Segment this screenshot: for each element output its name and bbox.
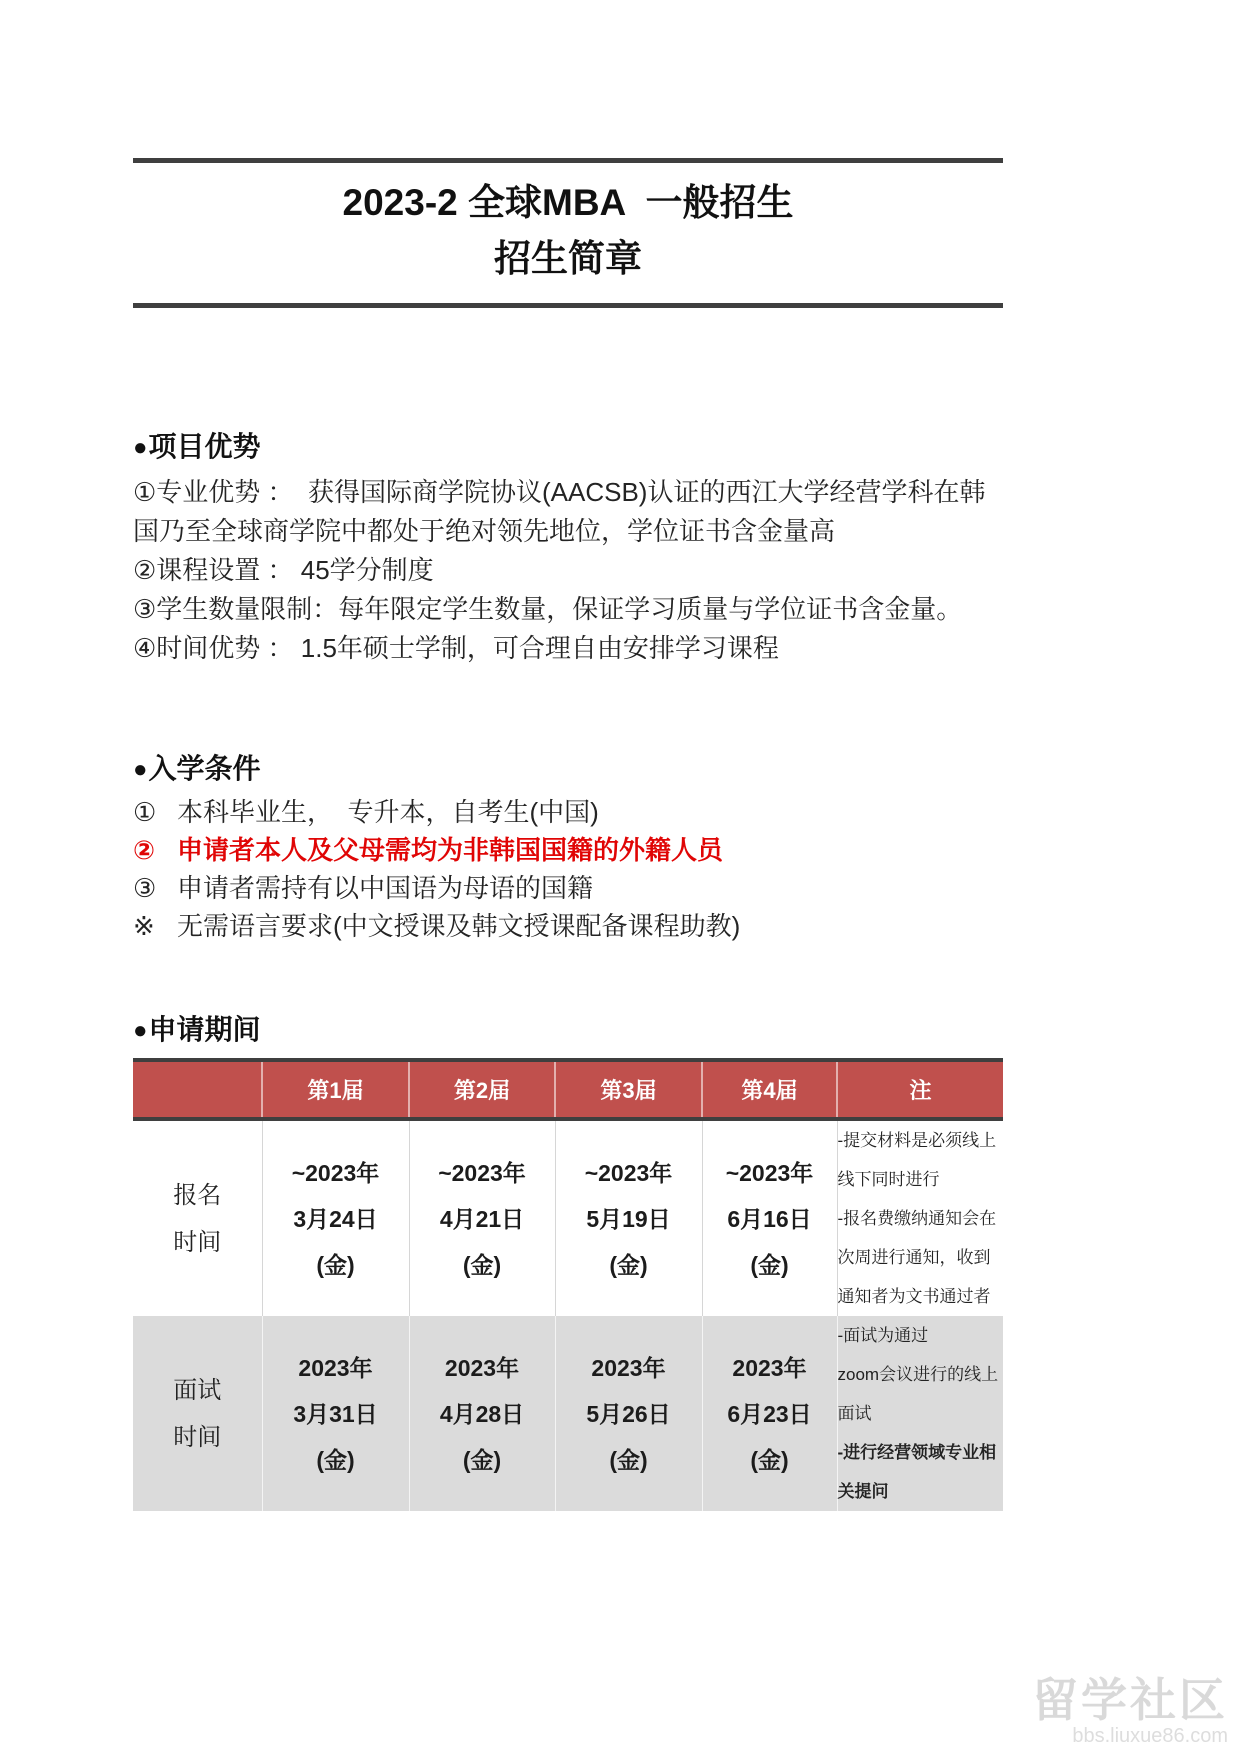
document-content <box>133 0 1003 1511</box>
advantages-list <box>133 473 1003 668</box>
requirement-item <box>133 793 1003 831</box>
advantage-item: ②课程设置 ： 45学分制度 <box>133 555 434 585</box>
document-subtitle: 招生简章 <box>494 238 642 279</box>
requirements-list <box>133 793 1003 945</box>
requirement-text: 申请者需持有以中国语为母语的国籍 <box>177 873 594 903</box>
requirement-text: 无需语言要求(中文授课及韩文授课配备课程助教) <box>177 911 741 941</box>
registration-note: -提交材料是必须线上 线下同时进行 -报名费缴纳通知会在 次周进行通知，收到 通知者为文书通过者 <box>837 1119 1003 1316</box>
watermark <box>1032 1676 1228 1748</box>
item-marker: ② <box>133 835 156 865</box>
table-header-row <box>133 1060 1003 1119</box>
title-block <box>133 158 1003 308</box>
section-heading-application <box>133 1013 1003 1048</box>
section-heading-application-label: 申请期间 <box>148 1014 261 1045</box>
requirement-item <box>133 869 1003 907</box>
watermark-url: bbs.liuxue86.com <box>1072 1725 1228 1747</box>
interview-date-round2: 2023年 4月28日 (金) <box>409 1316 555 1511</box>
table-row-interview <box>133 1316 1003 1511</box>
bullet-icon: ● <box>133 1017 148 1044</box>
advantage-item: ④时间优势 ： 1.5年硕士学制，可合理自由安排学习课程 <box>133 633 779 663</box>
section-heading-advantages-label: 项目优势 <box>148 431 261 462</box>
bullet-icon: ● <box>133 756 148 783</box>
registration-date-round1: ~2023年 3月24日 (金) <box>262 1119 409 1316</box>
interview-date-round1: 2023年 3月31日 (金) <box>262 1316 409 1511</box>
table-header-round1: 第1届 <box>262 1060 409 1119</box>
interview-date-round3: 2023年 5月26日 (金) <box>555 1316 702 1511</box>
application-schedule-table <box>133 1058 1003 1511</box>
table-header-empty <box>133 1060 262 1119</box>
item-marker: ① <box>133 797 157 827</box>
interview-note: -面试为通过 zoom会议进行的线上 面试 -进行经营领域专业相 关提问 <box>837 1316 1003 1511</box>
registration-date-round3: ~2023年 5月19日 (金) <box>555 1119 702 1316</box>
interview-date-round4: 2023年 6月23日 (金) <box>702 1316 837 1511</box>
table-header-round2: 第2届 <box>409 1060 555 1119</box>
requirement-text: 本科毕业生， 专升本，自考生(中国) <box>177 797 599 827</box>
advantage-item: ③学生数量限制：每年限定学生数量，保证学习质量与学位证书含金量。 <box>133 594 963 624</box>
registration-date-round2: ~2023年 4月21日 (金) <box>409 1119 555 1316</box>
item-marker: ③ <box>133 873 157 903</box>
table-header-round3: 第3届 <box>555 1060 702 1119</box>
row-label-registration: 报名 时间 <box>133 1119 262 1316</box>
table-header-note: 注 <box>837 1060 1003 1119</box>
requirement-text: 申请者本人及父母需均为非韩国国籍的外籍人员 <box>177 835 724 865</box>
document-title: 2023-2 全球MBA 一般招生 <box>342 182 794 223</box>
registration-date-round4: ~2023年 6月16日 (金) <box>702 1119 837 1316</box>
section-heading-advantages <box>133 430 1003 465</box>
advantage-item: ①专业优势 ： 获得国际商学院协议(AACSB)认证的西江大学经营学科在韩国乃至全球商学院中都处于绝对领先地位，学位证书含金量高 <box>133 477 986 546</box>
section-heading-requirements <box>133 752 1003 787</box>
item-marker: ※ <box>133 911 155 941</box>
requirement-item <box>133 907 1003 945</box>
requirement-item-emphasized <box>133 831 1003 869</box>
row-label-interview: 面试 时间 <box>133 1316 262 1511</box>
table-header-round4: 第4届 <box>702 1060 837 1119</box>
section-heading-requirements-label: 入学条件 <box>148 753 261 784</box>
table-row-registration <box>133 1119 1003 1316</box>
watermark-title: 留学社区 <box>1032 1674 1228 1726</box>
bullet-icon: ● <box>133 434 148 461</box>
